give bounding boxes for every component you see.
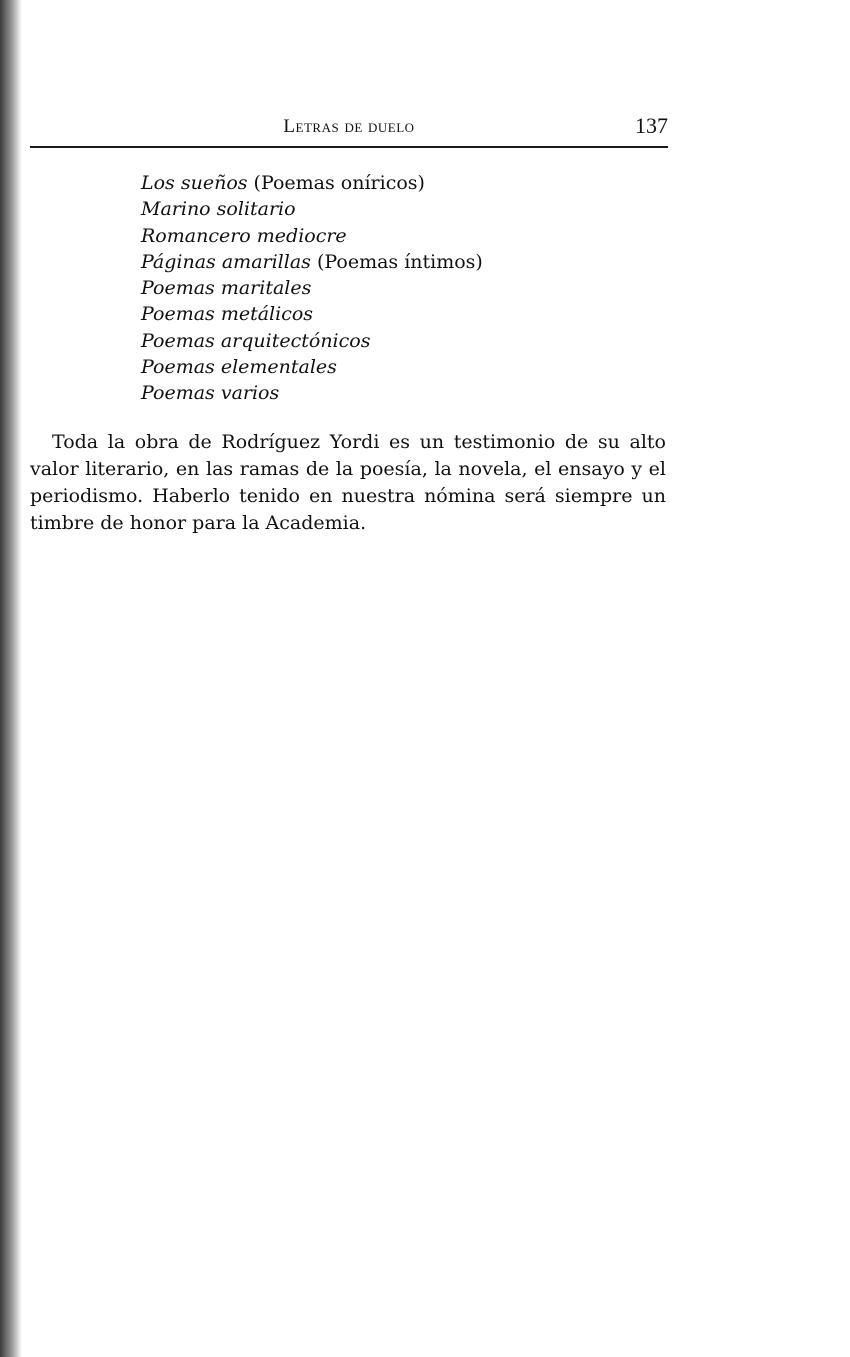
work-title: Marino solitario xyxy=(141,198,296,221)
work-title: Poemas elementales xyxy=(141,356,337,379)
works-list xyxy=(141,170,483,407)
work-title: Romancero mediocre xyxy=(141,224,347,247)
list-item xyxy=(141,380,483,406)
work-title: Páginas amarillas xyxy=(141,250,311,273)
list-item xyxy=(141,301,483,327)
work-title: Poemas varios xyxy=(141,382,280,405)
work-title: Poemas arquitectónicos xyxy=(141,329,371,352)
work-note: (Poemas íntimos) xyxy=(310,250,483,273)
list-item xyxy=(141,196,483,222)
page-binding-edge xyxy=(0,0,22,1357)
body-paragraph: Toda la obra de Rodríguez Yordi es un testimonio de su alto valor literario, en las ramas de la poesía, la novela, el ensayo y el periodismo. Haberlo tenido en nuestra nómina será siempre un timbre de honor para la Academia. xyxy=(30,431,666,534)
list-item xyxy=(141,223,483,249)
list-item xyxy=(141,170,483,196)
work-title: Poemas maritales xyxy=(141,277,312,300)
list-item xyxy=(141,249,483,275)
page-header xyxy=(30,112,668,148)
running-head: Letras de duelo xyxy=(283,116,415,137)
list-item xyxy=(141,354,483,380)
work-note: (Poemas oníricos) xyxy=(247,172,425,194)
page-number: 137 xyxy=(635,113,668,138)
list-item xyxy=(141,275,483,301)
work-title: Poemas metálicos xyxy=(141,303,314,326)
list-item xyxy=(141,328,483,354)
work-title: Los sueños xyxy=(141,172,248,194)
